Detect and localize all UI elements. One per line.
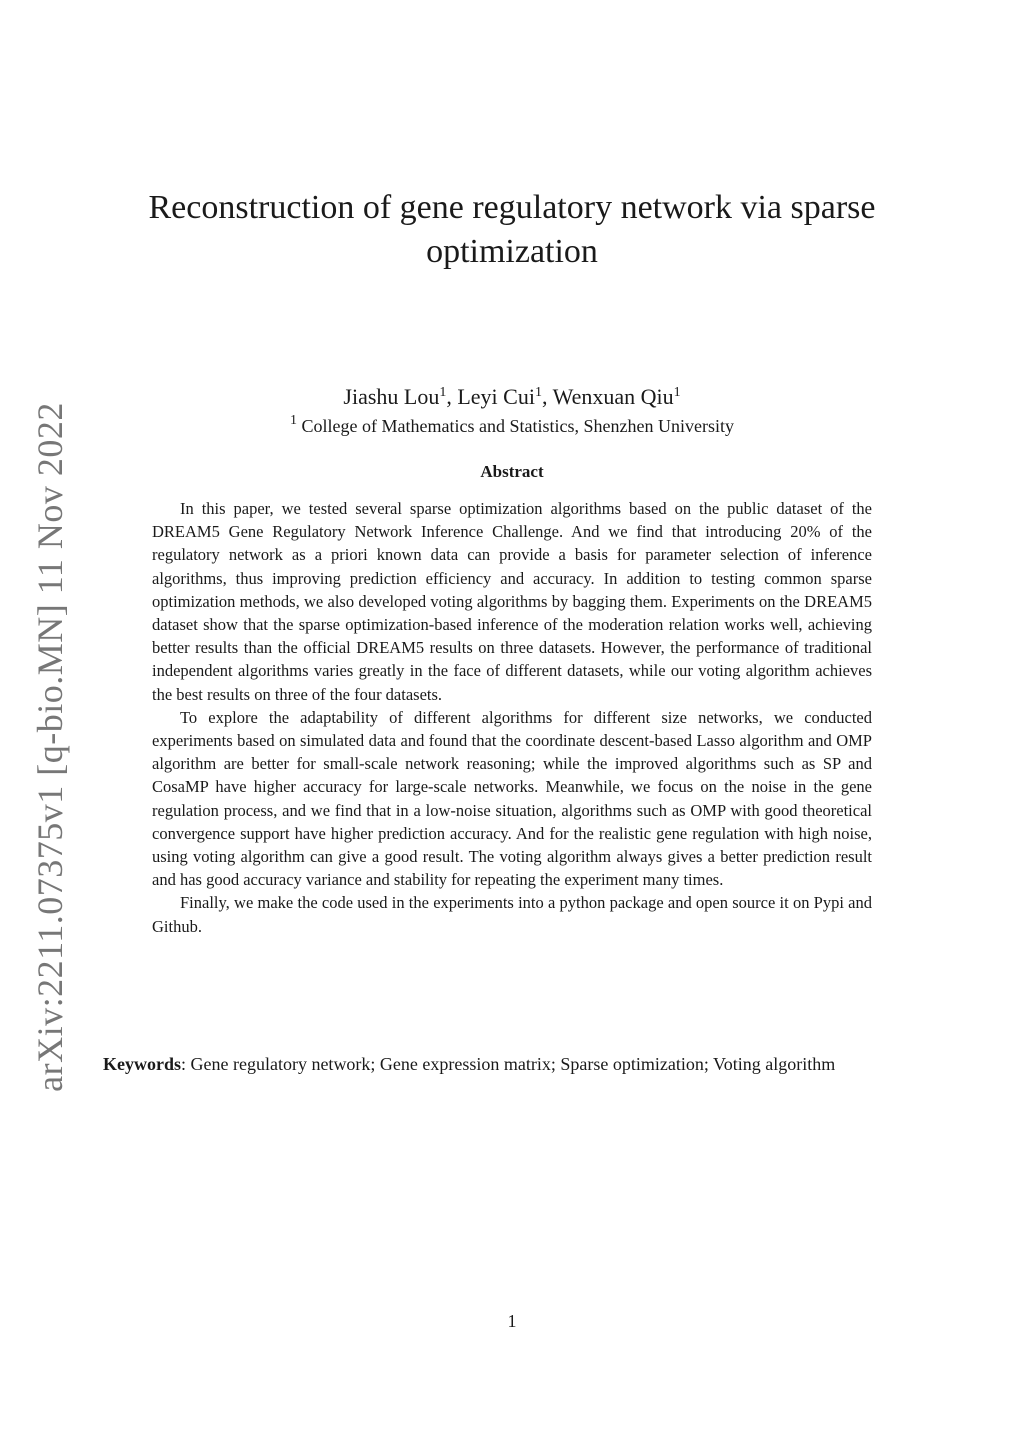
author-affiliation-marker: 1 [534, 385, 542, 400]
abstract-heading: Abstract [480, 462, 544, 481]
keywords-label: Keywords [103, 1054, 181, 1074]
affiliation [112, 414, 912, 438]
affiliation-marker: 1 [290, 413, 298, 428]
author-name: Leyi Cui [457, 384, 535, 409]
author-affiliation-marker: 1 [439, 385, 447, 400]
keywords [103, 1052, 923, 1076]
author-name: Wenxuan Qiu [552, 384, 674, 409]
author-separator: , [446, 384, 458, 409]
author-name: Jiashu Lou [343, 384, 440, 409]
paper-title: Reconstruction of gene regulatory network via sparse optimization [148, 189, 876, 270]
abstract-paragraph: In this paper, we tested several sparse optimization algorithms based on the public dataset of the DREAM5 Gene Regulatory Network Inference Challenge. And we find that introducing 20% of the regulatory network as a priori known data can provide a basis for parameter selection of inference algorithms, thus improving prediction efficiency and accuracy. In addition to testing common sparse optimization methods, we also developed voting algorithms by bagging them. Experiments on the DREAM5 dataset show that the sparse optimization-based inference of the moderation relation works well, achieving better results than the official DREAM5 results on three datasets. However, the performance of traditional independent algorithms varies greatly in the face of different datasets, while our voting algorithm achieves the best results on three of the four datasets. [152, 499, 872, 704]
page-number: 1 [507, 1311, 517, 1331]
author-affiliation-marker: 1 [673, 385, 681, 400]
author-list [112, 382, 912, 412]
abstract-paragraph: Finally, we make the code used in the experiments into a python package and open source it on Pypi and Github. [152, 893, 872, 936]
abstract-body [152, 497, 872, 938]
author-separator: , [541, 384, 553, 409]
abstract-paragraph: To explore the adaptability of different algorithms for different size networks, we conducted experiments based on simulated data and found that the coordinate descent-based Lasso algorithm and OMP algorithm are better for small-scale network reasoning; while the improved algorithms such as SP and CosaMP have higher accuracy for large-scale networks. Meanwhile, we focus on the noise in the gene regulation process, and we find that in a low-noise situation, algorithms such as OMP with good theoretical convergence support have higher prediction accuracy. And for the realistic gene regulation with high noise, using voting algorithm can give a good result. The voting algorithm always gives a better prediction result and has good accuracy variance and stability for repeating the experiment many times. [152, 707, 872, 890]
affiliation-text: College of Mathematics and Statistics, Shenzhen University [301, 416, 734, 436]
arxiv-identifier-stamp: arXiv:2211.07375v1 [q-bio.MN] 11 Nov 2022 [30, 402, 70, 1092]
keywords-text: : Gene regulatory network; Gene expression matrix; Sparse optimization; Voting algorithm [181, 1054, 836, 1074]
